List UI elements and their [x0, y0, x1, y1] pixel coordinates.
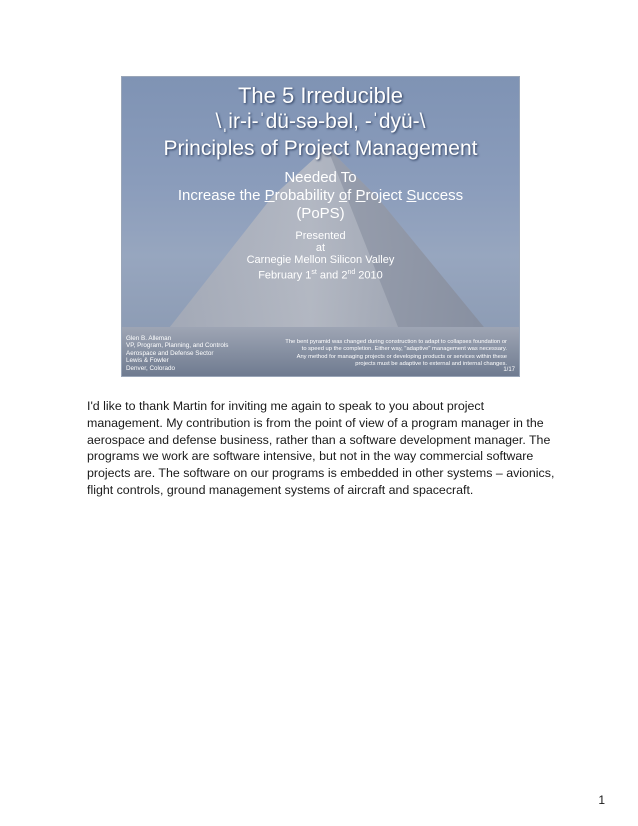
page-number: 1: [598, 793, 605, 807]
author-line: Lewis & Fowler: [126, 357, 169, 365]
slide-note-block: [252, 339, 507, 368]
slide-title-line-1: The 5 Irreducible: [237, 83, 404, 108]
slide-title-line-2: \ˌir-i-ˈdü-sə-bəl, -ˈdyü-\: [215, 110, 426, 133]
slide-subtitle-line-3: (PoPS): [296, 205, 345, 222]
note-line: Any method for managing projects or developing products or services within these: [296, 353, 507, 360]
author-line: Denver, Colorado: [126, 364, 176, 372]
slide-date: February 1st and 2nd 2010: [258, 269, 383, 282]
speaker-notes: I'd like to thank Martin for inviting me again to speak to you about project management. My contribution is from the point of view of a program manager in the aerospace and defense business, rather than a software development manager. The programs we work are software intensive, but not in the way commercial software projects are. The software on our programs is embedded in other systems – avionics, flight controls, ground management systems of aircraft and spacecraft.: [87, 399, 555, 497]
note-line: to speed up the completion. Either way, "adaptive" management was necessary.: [301, 346, 507, 353]
slide-at: at: [315, 242, 326, 254]
author-line: Aerospace and Defense Sector: [126, 349, 214, 357]
slide-venue: Carnegie Mellon Silicon Valley: [246, 254, 395, 266]
note-line: projects must be adaptive to external and internal changes.: [355, 360, 507, 367]
slide-number: 1/17: [503, 367, 515, 373]
slide-subtitle-line-1: Needed To: [284, 169, 357, 186]
slide-title-line-3: Principles of Project Management: [163, 137, 478, 160]
slide-subtitle-line-2: Increase the Probability of Project Success: [177, 187, 464, 204]
author-line: VP, Program, Planning, and Controls: [126, 342, 229, 350]
slide-presented: Presented: [295, 230, 346, 242]
slide-thumbnail: [121, 76, 520, 377]
note-line: The bent pyramid was changed during construction to adapt to collapses foundation or: [285, 339, 507, 345]
slide-author-block: [126, 335, 228, 372]
author-line: Glen B. Alleman: [126, 335, 172, 342]
